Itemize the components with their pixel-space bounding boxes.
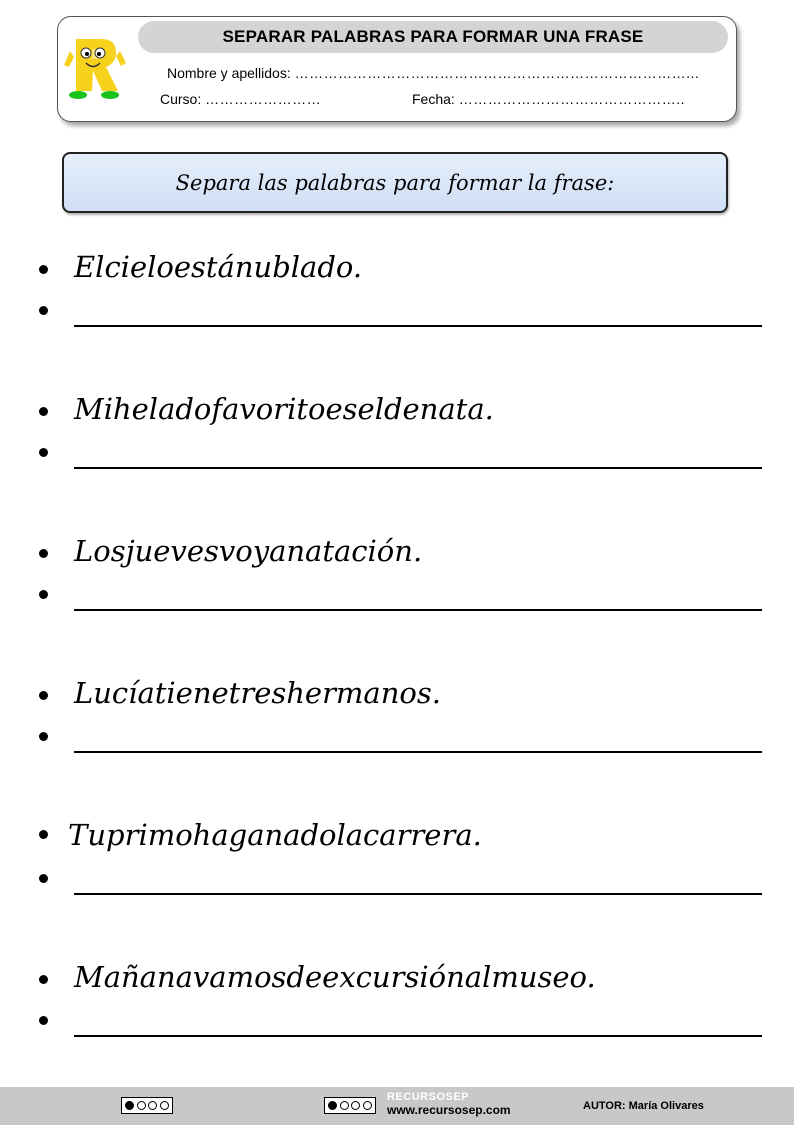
joined-sentence: Tuprimohaganadolacarrera. — [68, 818, 482, 852]
exercise-item — [0, 676, 794, 716]
bullet-icon — [39, 549, 48, 558]
answer-line[interactable] — [74, 1035, 762, 1037]
brand-url-link[interactable]: www.recursosep.com — [387, 1103, 511, 1117]
exercise-item — [0, 960, 794, 1000]
author-name: María Olivares — [628, 1100, 704, 1112]
date-dots: ……………………………………….. — [458, 91, 685, 107]
bullet-icon — [39, 830, 48, 839]
joined-sentence: Elcieloestánublado. — [74, 250, 363, 284]
answer-row[interactable] — [0, 864, 794, 904]
course-dots: …………………… — [205, 91, 322, 107]
date-field[interactable] — [412, 91, 685, 107]
cc-by-nc-sa-icon — [121, 1097, 173, 1114]
answer-line[interactable] — [74, 893, 762, 895]
bullet-icon — [39, 306, 48, 315]
author-credit — [583, 1100, 704, 1112]
course-field[interactable] — [160, 91, 321, 107]
answer-row[interactable] — [0, 580, 794, 620]
answer-line[interactable] — [74, 751, 762, 753]
name-dots: ………………………………………………………………………... — [294, 65, 700, 81]
exercise-item — [0, 534, 794, 574]
instruction-box — [62, 152, 728, 213]
worksheet-title: SEPARAR PALABRAS PARA FORMAR UNA FRASE — [138, 21, 728, 53]
name-label: Nombre y apellidos: — [167, 65, 291, 81]
brand-name: RECURSOSEP — [387, 1091, 470, 1103]
answer-line[interactable] — [74, 467, 762, 469]
exercise-item — [0, 392, 794, 432]
course-label: Curso: — [160, 91, 202, 107]
footer-bar — [0, 1087, 794, 1125]
instruction-text: Separa las palabras para formar la frase: — [175, 170, 615, 195]
exercise-item — [0, 250, 794, 290]
bullet-icon — [39, 691, 48, 700]
bullet-icon — [39, 448, 48, 457]
author-label: AUTOR: — [583, 1100, 626, 1112]
bullet-icon — [39, 265, 48, 274]
answer-row[interactable] — [0, 722, 794, 762]
bullet-icon — [39, 732, 48, 741]
brand-block — [387, 1091, 511, 1117]
bullet-icon — [39, 590, 48, 599]
exercise-item — [0, 818, 794, 858]
bullet-icon — [39, 1016, 48, 1025]
letter-r-mascot-logo — [62, 33, 126, 99]
header-card — [57, 16, 737, 122]
date-label: Fecha: — [412, 91, 455, 107]
answer-row[interactable] — [0, 296, 794, 336]
joined-sentence: Mañanavamosdeexcursiónalmuseo. — [74, 960, 596, 994]
bullet-icon — [39, 975, 48, 984]
answer-row[interactable] — [0, 438, 794, 478]
answer-line[interactable] — [74, 325, 762, 327]
answer-row[interactable] — [0, 1006, 794, 1046]
cc-by-nc-sa-icon — [324, 1097, 376, 1114]
joined-sentence: Lucíatienetreshermanos. — [74, 676, 441, 710]
name-field[interactable] — [167, 65, 699, 81]
joined-sentence: Miheladofavoritoeseldenata. — [74, 392, 494, 426]
bullet-icon — [39, 407, 48, 416]
bullet-icon — [39, 874, 48, 883]
answer-line[interactable] — [74, 609, 762, 611]
joined-sentence: Losjuevesvoyanatación. — [74, 534, 423, 568]
